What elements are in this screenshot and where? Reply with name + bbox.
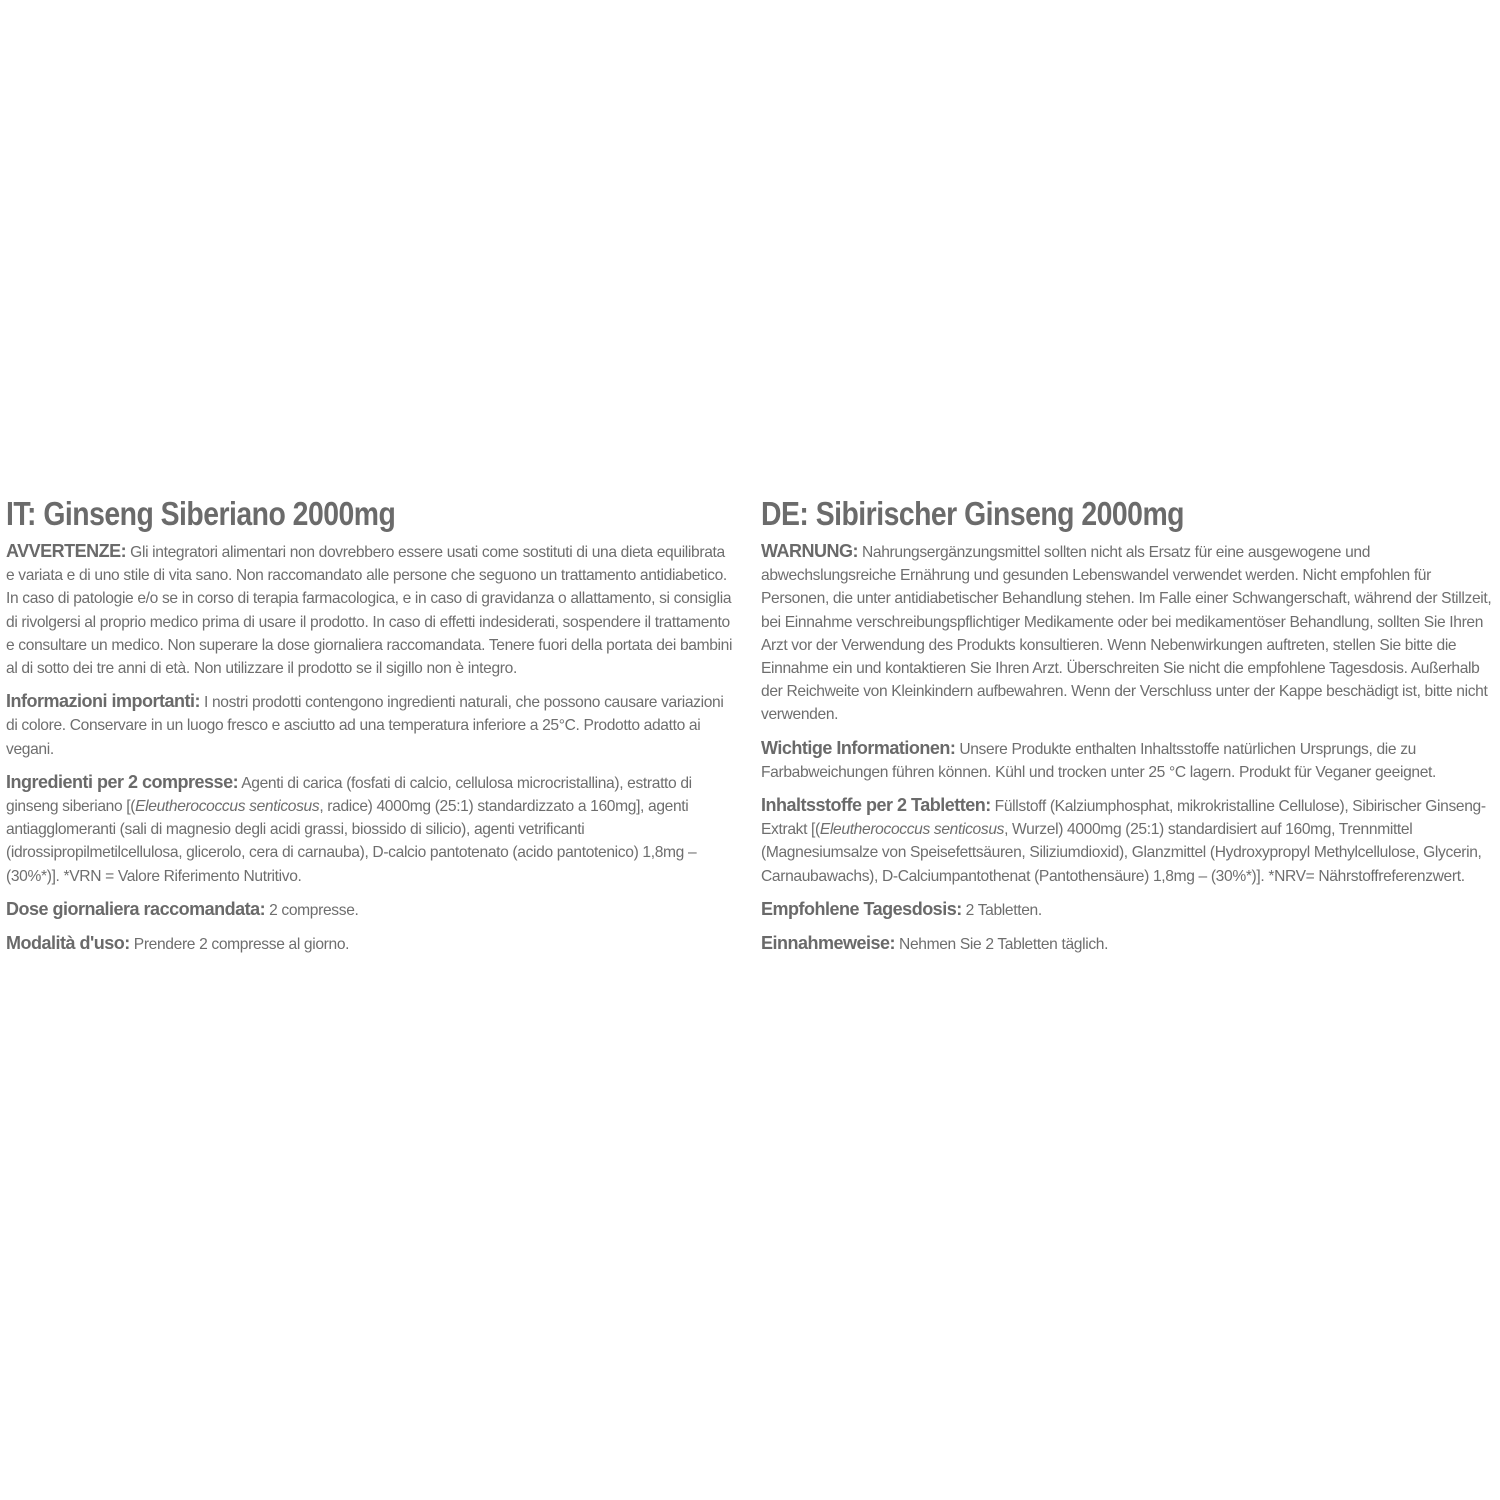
german-usage <box>761 932 1497 956</box>
italian-important-info <box>6 690 734 761</box>
italian-ingredients-label: Ingredienti per 2 compresse: <box>6 771 239 792</box>
german-info-label: Wichtige Informationen: <box>761 737 956 758</box>
italian-usage-text: Prendere 2 compresse al giorno. <box>129 936 350 954</box>
italian-ingredients-text-before: Agenti di carica (fosfati di calcio, cellulosa microcristallina), estratto di ginseng siberiano [( <box>6 774 692 816</box>
german-ingredients-latin-name: Eleutherococcus senticosus <box>819 821 1005 839</box>
german-dose-label: Empfohlene Tagesdosis: <box>761 898 962 919</box>
german-info-text: Unsere Produkte enthalten Inhaltsstoffe natürlichen Ursprungs, die zu Farbabweichungen führen können. Kühl und trocken unter 25 °C lagern. Produkt für Veganer geeignet. <box>761 740 1436 781</box>
german-ingredients-text-before: Füllstoff (Kalziumphosphat, mikrokristalline Cellulose), Sibirischer Ginseng-Extrakt [( <box>761 798 1486 839</box>
italian-warnings-text: Gli integratori alimentari non dovrebbero essere usati come sostituti di una dieta equilibrata e variata e di uno stile di vita sano. Non raccomandato alle persone che seguono un trattamento antidiabetico. In caso di patologie e/o se in corso di terapia farmacologica, e in caso di gravidanza o allattamento, si consiglia di rivolgersi al proprio medico prima di usare il prodotto. In caso di effetti indesiderati, sospendere il trattamento e consultare un medico. Non superare la dose giornaliera raccomandata. Tenere fuori della portata dei bambini al di sotto dei tre anni di età. Non utilizzare il prodotto se il sigillo non è integro. <box>6 544 733 678</box>
italian-info-text: I nostri prodotti contengono ingredienti naturali, che possono causare variazioni di colore. Conservare in un luogo fresco e asciutto ad una temperatura inferiore a 25°C. Prodotto adatto ai vegani. <box>6 694 724 758</box>
italian-warnings <box>6 540 734 680</box>
italian-column <box>6 494 734 966</box>
italian-dose-label: Dose giornaliera raccomandata: <box>6 898 266 919</box>
italian-usage <box>6 932 734 956</box>
german-warnings <box>761 540 1497 727</box>
german-dose-text: 2 Tabletten. <box>961 901 1042 919</box>
italian-ingredients-latin-name: Eleutherococcus senticosus <box>135 798 320 816</box>
italian-ingredients <box>6 771 734 888</box>
italian-title: IT: Ginseng Siberiano 2000mg <box>6 495 396 532</box>
german-usage-text: Nehmen Sie 2 Tabletten täglich. <box>895 936 1109 954</box>
german-usage-label: Einnahmeweise: <box>761 933 896 954</box>
german-important-info <box>761 737 1497 784</box>
italian-dose-text: 2 compresse. <box>265 901 359 919</box>
german-daily-dose <box>761 898 1497 922</box>
german-column <box>761 494 1497 966</box>
italian-ingredients-text-after: , radice) 4000mg (25:1) standardizzato a 160mg], agenti antiagglomeranti (sali di magnesio degli acidi grassi, biossido di silicio), agenti vetrificanti (idrossipropilmetilcellulosa, glicerolo, cera di carnauba), D-calcio pantotenato (acido pantotenico) 1,8mg – (30%*)]. *VRN = Valore Riferimento Nutritivo. <box>6 798 697 885</box>
german-warnings-label: WARNUNG: <box>761 541 858 561</box>
german-ingredients <box>761 794 1497 888</box>
german-warnings-text: Nahrungsergänzungsmittel sollten nicht als Ersatz für eine ausgewogene und abwechslungsreiche Ernährung und gesunden Lebenswandel verwendet werden. Nicht empfohlen für Personen, die unter antidiabetischer Behandlung stehen. Im Falle einer Schwangerschaft, während der Stillzeit, bei Einnahme verschreibungspflichtiger Medikamente oder bei medikamentöser Behandlung, sollten Sie Ihren Arzt vor der Verwendung des Produkts konsultieren. Wenn Nebenwirkungen auftreten, stellen Sie bitte die Einnahme ein und kontaktieren Sie Ihren Arzt. Überschreiten Sie nicht die empfohlene Tagesdosis. Außerhalb der Reichweite von Kleinkindern aufbewahren. Wenn der Verschluss unter der Kappe beschädigt ist, bitte nicht verwenden. <box>761 544 1492 724</box>
italian-warnings-label: AVVERTENZE: <box>6 541 127 561</box>
german-ingredients-text-after: , Wurzel) 4000mg (25:1) standardisiert auf 160mg, Trennmittel (Magnesiumsalze von Speisefettsäuren, Siliziumdioxid), Glanzmittel (Hydroxypropyl Methylcellulose, Glycerin, Carnaubawachs), D-Calciumpantothenat (Pantothensäure) 1,8mg – (30%*)]. *NRV= Nährstoffreferenzwert. <box>761 821 1482 885</box>
italian-info-label: Informazioni importanti: <box>6 691 200 712</box>
german-ingredients-label: Inhaltsstoffe per 2 Tabletten: <box>761 795 991 816</box>
german-title: DE: Sibirischer Ginseng 2000mg <box>761 495 1184 532</box>
italian-daily-dose <box>6 898 734 922</box>
italian-usage-label: Modalità d'uso: <box>6 933 130 954</box>
